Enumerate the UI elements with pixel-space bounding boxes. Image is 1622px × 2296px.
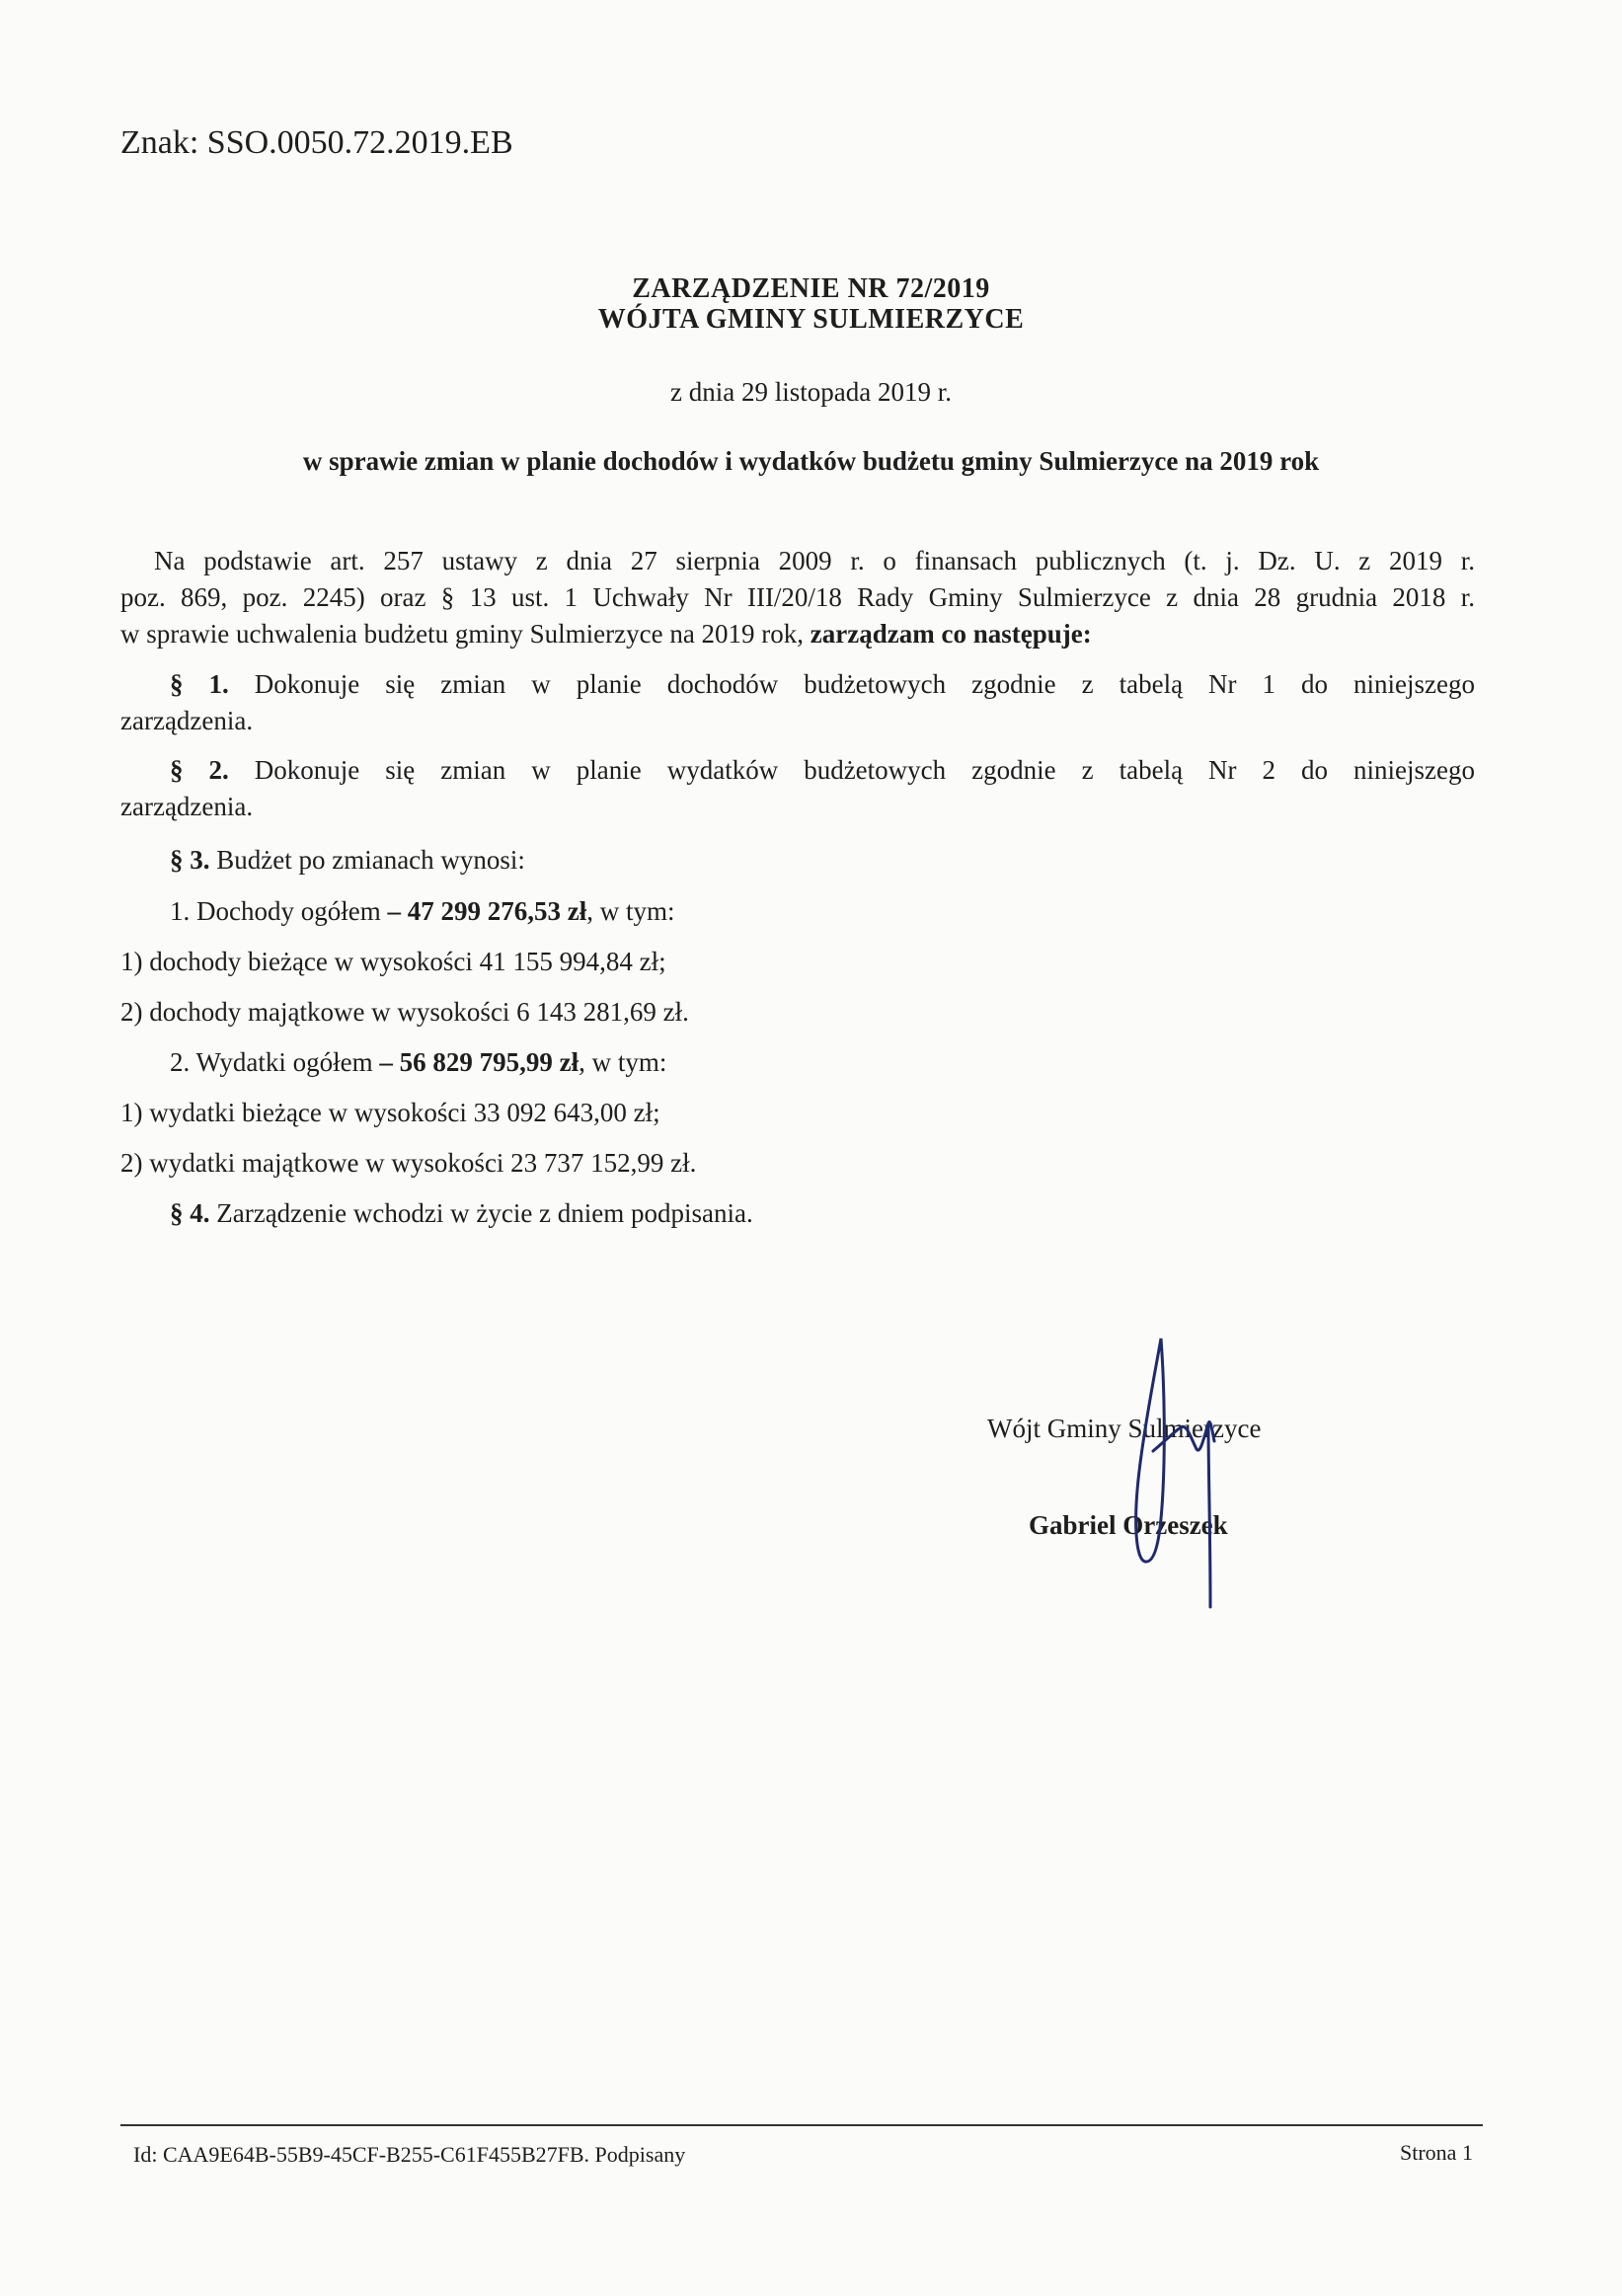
expense-property-line: 2) wydatki majątkowe w wysokości 23 737 152,99 zł. [120, 1148, 697, 1178]
income-property-line: 2) dochody majątkowe w wysokości 6 143 281,69 zł. [120, 997, 689, 1027]
section-text: Budżet po zmianach wynosi: [216, 845, 525, 875]
expense-total-line [170, 1047, 666, 1078]
section-line [120, 666, 1475, 703]
document-title: ZARZĄDZENIE NR 72/2019 [632, 273, 990, 304]
income-total-line [170, 896, 675, 927]
preamble-text: w sprawie uchwalenia budżetu gminy Sulmierzyce na 2019 rok, [120, 619, 805, 649]
income-current-line: 1) dochody bieżące w wysokości 41 155 994,84 zł; [120, 947, 666, 976]
section-line: zarządzenia. [120, 706, 254, 735]
section-4 [170, 1198, 753, 1229]
section-line: zarządzenia. [120, 792, 254, 821]
signature-stroke [1136, 1339, 1165, 1562]
footer-document-id: Id: CAA9E64B-55B9-45CF-B255-C61F455B27FB. Podpisany [133, 2142, 686, 2167]
section-number: § 4. [170, 1198, 210, 1228]
section-line [120, 752, 1475, 789]
document-date: z dnia 29 listopada 2019 r. [670, 377, 952, 407]
section-number: § 2. [170, 755, 229, 785]
handwritten-signature [1106, 1333, 1234, 1619]
section-text: Zarządzenie wchodzi w życie z dniem podpisania. [216, 1198, 753, 1228]
income-suffix: , w tym: [586, 896, 675, 926]
section-2 [120, 752, 1475, 825]
section-text: Dokonuje się zmian w planie dochodów budżetowych zgodnie z tabelą Nr 1 do niniejszego [254, 669, 1476, 699]
document-subject: w sprawie zmian w planie dochodów i wydatków budżetu gminy Sulmierzyce na 2019 rok [302, 446, 1320, 476]
signatory-title: Wójt Gminy Sulmierzyce [987, 1414, 1262, 1443]
preamble-line [120, 616, 1475, 652]
preamble-decision: zarządzam co następuje: [810, 619, 1092, 649]
expense-suffix: , w tym: [579, 1047, 667, 1077]
section-3-heading [170, 845, 525, 876]
section-text: Dokonuje się zmian w planie wydatków budżetowych zgodnie z tabelą Nr 2 do niniejszego [254, 755, 1476, 785]
footer-page-number: Strona 1 [1400, 2140, 1473, 2165]
document-reference-sign: Znak: SSO.0050.72.2019.EB [120, 124, 513, 161]
income-label: 1. Dochody ogółem [170, 896, 381, 926]
section-number: § 1. [170, 669, 229, 699]
preamble-line: Na podstawie art. 257 ustawy z dnia 27 sierpnia 2009 r. o finansach publicznych (t. j. Dz. U. z 2019 r. [154, 546, 1475, 575]
preamble [120, 543, 1475, 652]
expense-total: – 56 829 795,99 zł [379, 1047, 579, 1077]
signature-stroke [1153, 1422, 1214, 1451]
section-1 [120, 666, 1475, 739]
footer-divider [120, 2124, 1483, 2126]
document-issuer: WÓJTA GMINY SULMIERZYCE [597, 304, 1025, 335]
preamble-line: poz. 869, poz. 2245) oraz § 13 ust. 1 Uchwały Nr III/20/18 Rady Gminy Sulmierzyce z dnia 28 grudnia 2018 r. [120, 582, 1475, 612]
signatory-name: Gabriel Orzeszek [1029, 1510, 1228, 1540]
signature-stroke [1208, 1423, 1210, 1607]
expense-label: 2. Wydatki ogółem [170, 1047, 373, 1077]
section-number: § 3. [170, 845, 210, 875]
income-total: – 47 299 276,53 zł [387, 896, 587, 926]
expense-current-line: 1) wydatki bieżące w wysokości 33 092 643,00 zł; [120, 1098, 660, 1127]
